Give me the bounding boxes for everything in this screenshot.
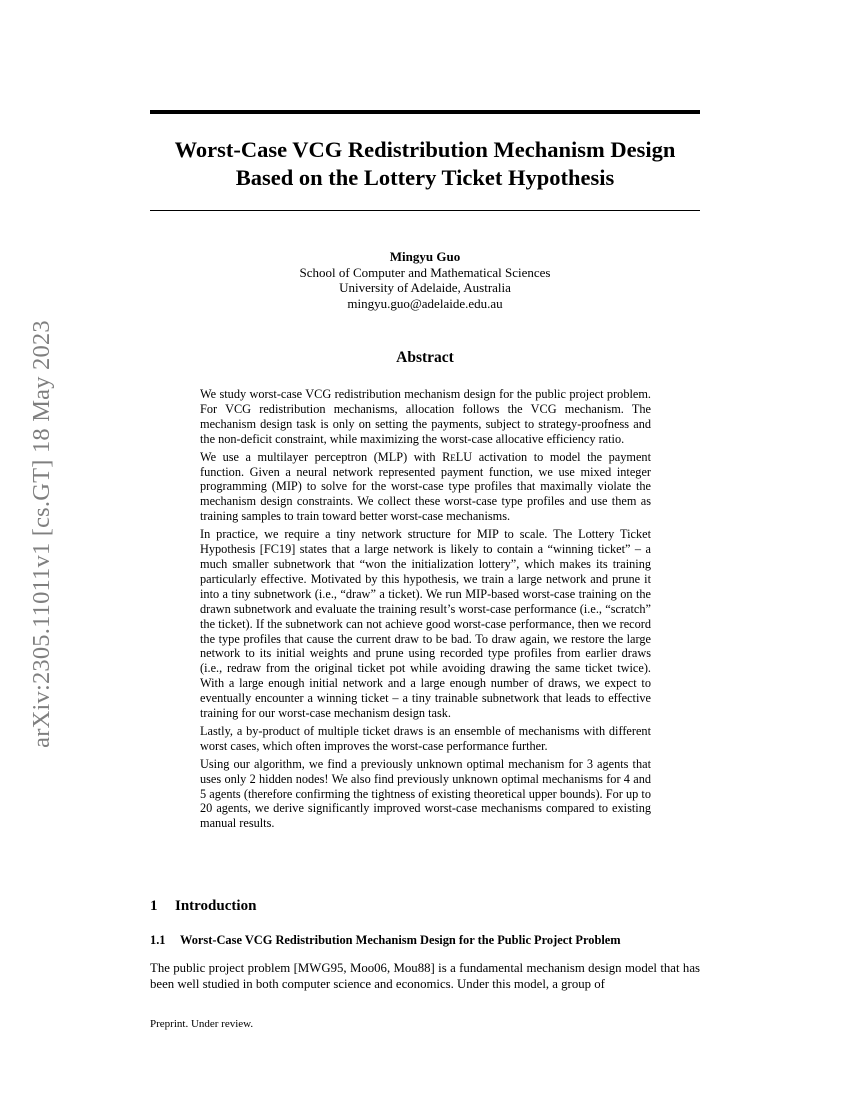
title-bottom-rule bbox=[150, 210, 700, 211]
abstract-paragraph: Using our algorithm, we find a previously unknown optimal mechanism for 3 agents that uses only 2 hidden nodes! We also find previously unknown optimal mechanisms for 4 and 5 agents (therefore confirming the tightness of existing theoretical upper bounds). For up to 20 agents, we derive significantly improved worst-case mechanisms compared to existing manual results. bbox=[200, 756, 651, 831]
paper-title: Worst-Case VCG Redistribution Mechanism Design Based on the Lottery Ticket Hypothesis bbox=[174, 137, 676, 190]
abstract-text: We use a multilayer perceptron (MLP) with bbox=[200, 449, 443, 464]
abstract-paragraph: We study worst-case VCG redistribution mechanism design for the public project problem. For VCG redistribution mechanisms, allocation follows the VCG mechanism. The mechanism design task is only on setting the payments, subject to strategy-proofness and the non-deficit constraint, while maximizing the worst-case allocative efficiency ratio. bbox=[200, 387, 651, 446]
section-title: Introduction bbox=[175, 898, 257, 914]
author-email: mingyu.guo@adelaide.edu.au bbox=[347, 295, 503, 311]
subsection-title: Worst-Case VCG Redistribution Mechanism Design for the Public Project Problem bbox=[180, 933, 621, 947]
author-name: Mingyu Guo bbox=[389, 249, 461, 264]
abstract-body bbox=[200, 387, 651, 834]
body-paragraph: The public project problem [MWG95, Moo06, Mou88] is a fundamental mechanism design model that has been well studied in both computer science and economics. Under this model, a group of bbox=[150, 961, 700, 991]
title-top-rule bbox=[150, 110, 700, 114]
relu-term: ReLU bbox=[442, 449, 473, 464]
author-block bbox=[150, 249, 700, 311]
footer-note: Preprint. Under review. bbox=[150, 1018, 254, 1030]
author-department: School of Computer and Mathematical Sciences bbox=[299, 264, 551, 280]
section-number: 1 bbox=[150, 898, 158, 914]
subsection-number: 1.1 bbox=[150, 933, 166, 947]
subsection-heading bbox=[150, 933, 710, 948]
abstract-paragraph: Lastly, a by-product of multiple ticket draws is an ensemble of mechanisms with different worst cases, which often improves the worst-case performance further. bbox=[200, 723, 651, 753]
abstract-text: activation to model the payment function. Given a neural network represented payment function, we use mixed integer programming (MIP) to solve for the worst-case type profiles that maximally violate the mechanism design constraints. We collect these worst-case type profiles and use them as training samples to train toward better worst-case mechanisms. bbox=[200, 449, 651, 524]
abstract-heading: Abstract bbox=[396, 349, 454, 366]
abstract-paragraph: In practice, we require a tiny network structure for MIP to scale. The Lottery Ticket Hypothesis [FC19] states that a large network is likely to contain a “winning ticket” – a much smaller subnetwork that “won the initialization lottery”, which makes its training particularly effective. Motivated by this hypothesis, we train a large network and prune it into a tiny subnetwork (i.e., “draw” a ticket). We run MIP-based worst-case training on the drawn subnetwork and evaluate the training result’s worst-case performance (i.e., “scratch” the ticket). If the subnetwork can not achieve good worst-case performance, then we record the type profiles that cause the current draw to be bad. To draw again, we restore the large network to its initial weights and prune using recorded type profiles from earlier draws (i.e., redraw from the original ticket pot while avoiding drawing the same ticket twice). With a large enough initial network and a large enough number of draws, we expect to eventually encounter a winning ticket – a tiny trainable subnetwork that leads to effective training for our worst-case mechanism design task. bbox=[200, 527, 651, 721]
section-heading bbox=[150, 898, 700, 915]
arxiv-identifier-stamp: arXiv:2305.11011v1 [cs.GT] 18 May 2023 bbox=[28, 320, 55, 748]
abstract-paragraph bbox=[200, 450, 651, 525]
author-university: University of Adelaide, Australia bbox=[339, 280, 511, 295]
